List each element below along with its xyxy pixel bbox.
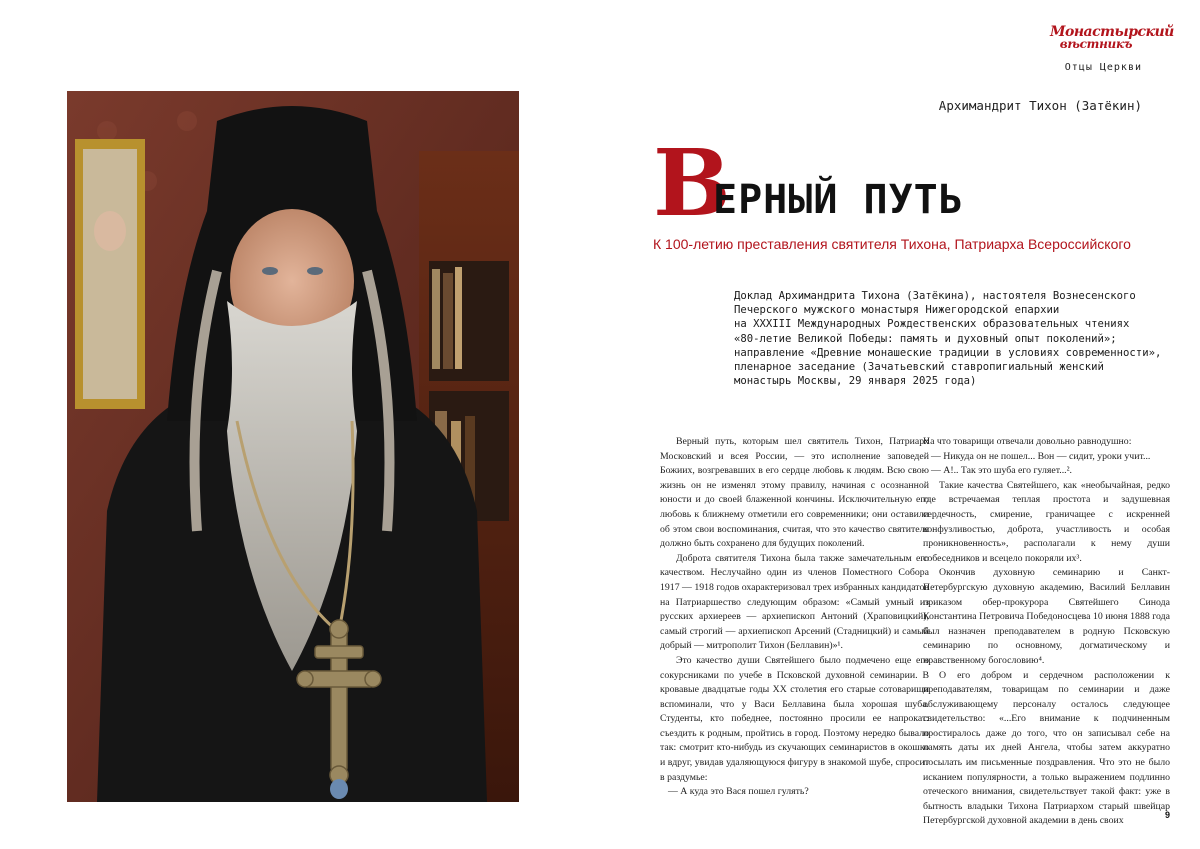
article-abstract — [734, 289, 1164, 388]
logo-line-1: Монастырский — [1050, 24, 1174, 40]
paragraph: Это качество души Святейшего было подмечено еще его сокурсниками по учебе в Псковской духовной семинарии. В кровавые двадцатые годы XX столетия его старые сотоварищи вспоминали, что у Васи Беллавина была хорошая шуба. Студенты, кто победнее, постоянно просили ее напрокат: съездить к родным, пройтись в город. Поэтому нередко бывало так: смотрит кто-нибудь из скучающих семинаристов в окошко и вдруг, увидав удаляющуюся фигуру в знакомой шубе, спросит в раздумье: — [660, 654, 929, 783]
paragraph: Верный путь, которым шел святитель Тихон, Патриарх Московский и всея России, — это исполнение заповедей Божиих, возгревавших в его сердце любовь к людям. Всю свою жизнь он не изменял этому правилу, начиная с осознанной юности и до своей блаженной кончины. Исключительную его любовь к ближнему отметили его современники; они оставили об этом свои воспоминания, считая, что это качество святителя должно быть сохранено для будущих поколений. — [660, 436, 929, 550]
abstract-line: монастырь Москвы, 29 января 2025 года) — [734, 375, 977, 388]
section-name: Отцы Церкви — [1064, 62, 1142, 73]
logo-line-2: вѣстникъ — [1059, 37, 1133, 51]
paragraph: Доброта святителя Тихона была также замечательным его качеством. Неслучайно один из членов Поместного Собора 1917 — 1918 годов охарактеризовал трех избранных кандидатов на Патриаршество следующим образом: «Самый умный из русских архиереев — архиепископ Антоний (Храповицкий), самый строгий — архиепископ Арсений (Стадницкий) и самый добрый — митрополит Тихон (Беллавин)»¹. — [660, 552, 929, 652]
paragraph: Такие качества Святейшего, как «необычайная, редко где встречаемая теплая простота и задушевная сердечность, смирение, граничащее с искренней конфузливостью, доброта, участливость и особая проникновенность», располагали к нему души собеседников и всецело покоряли их³. — [923, 479, 1170, 564]
body-column-1 — [660, 435, 929, 800]
abstract-line: на XXXIII Международных Рождественских образовательных чтениях — [734, 318, 1130, 331]
paragraph: — А куда это Вася пошел гулять? — [668, 786, 809, 798]
article-subtitle: К 100-летию преставления святителя Тихона, Патриарха Всероссийского — [653, 236, 1131, 252]
abstract-line: пленарное заседание (Зачатьевский ставропигиальный женский — [734, 361, 1104, 374]
paragraph: На что товарищи отвечали довольно равнодушно: — [923, 436, 1132, 447]
body-column-2 — [923, 435, 1170, 829]
title-text: ЕРНЫЙ ПУТЬ — [713, 177, 964, 223]
abstract-line: Печерского мужского монастыря Нижегородской епархии — [734, 304, 1060, 317]
paragraph: — Никуда он не пошел... Вон — сидит, уроки учит... — [931, 450, 1151, 462]
portrait-photo — [67, 91, 519, 802]
abstract-line: Доклад Архимандрита Тихона (Затёкина), настоятеля Вознесенского — [734, 290, 1136, 302]
magazine-logo — [1050, 24, 1174, 51]
article-title — [653, 129, 1133, 237]
abstract-line: направление «Древние монашеские традиции в условиях современности», — [734, 346, 1162, 359]
title-drop-cap: В — [653, 129, 731, 237]
page-number: 9 — [1164, 810, 1170, 820]
paragraph: Окончив духовную семинарию и Санкт-Петербургскую духовную академию, Василий Беллавин приказом обер-прокурора Святейшего Синода Константина Петровича Победоносцева 10 июня 1888 года был назначен преподавателем в родную Псковскую семинарию по основному, догматическому и нравственному богословию⁴. — [923, 567, 1170, 666]
paragraph: О его добром и сердечном расположении к преподавателям, товарищам по семинарии и даже обслуживающему персоналу осталось следующее свидетельство: «...Его внимание к подчиненным простиралось даже до того, что он записывал себе на память даты их дней Ангела, чтобы затем аккуратно посылать им письменные поздравления. Что это не было исканием популярности, а только выражением подлинно отеческого внимания, свидетельствует такой факт: уже в бытность владыки Тихона Патриархом старый швейцар Петербургской духовной академии в день своих — [923, 669, 1170, 827]
article-author: Архимандрит Тихон (Затёкин) — [938, 98, 1142, 113]
abstract-line: «80-летие Великой Победы: память и духовный опыт поколений»; — [734, 332, 1117, 345]
paragraph: — А!.. Так это шуба его гуляет...². — [931, 465, 1073, 477]
